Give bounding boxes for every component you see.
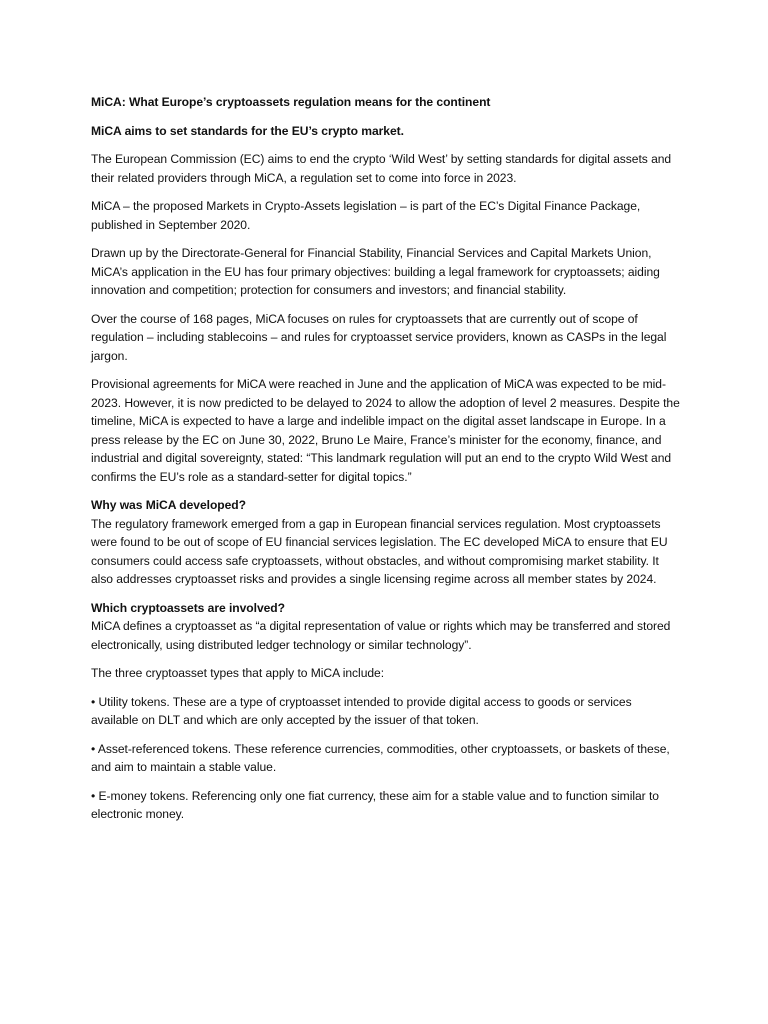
list-item-asset-referenced-tokens: • Asset-referenced tokens. These reference currencies, commodities, other cryptoassets, or baskets of these, and aim to maintain a stable value. <box>91 741 670 774</box>
paragraph-digital-finance-package: MiCA – the proposed Markets in Crypto-Assets legislation – is part of the EC’s Digital Finance Package, published in September 2020. <box>91 199 641 232</box>
document-title: MiCA: What Europe’s cryptoassets regulation means for the continent <box>91 95 491 109</box>
list-item-e-money-tokens: • E-money tokens. Referencing only one fiat currency, these aim for a stable value and to function similar to electronic money. <box>91 788 659 821</box>
paragraph-intro: The European Commission (EC) aims to end the crypto ‘Wild West’ by setting standards for digital assets and their related providers through MiCA, a regulation set to come into force in 2023. <box>91 152 672 185</box>
list-intro: The three cryptoasset types that apply to MiCA include: <box>91 666 385 680</box>
list-item-utility-tokens: • Utility tokens. These are a type of cryptoasset intended to provide digital access to goods or services available on DLT and which are only accepted by the issuer of that token. <box>91 694 632 727</box>
paragraph-objectives: Drawn up by the Directorate-General for Financial Stability, Financial Services and Capital Markets Union, MiCA’s application in the EU has four primary objectives: building a legal framework for cryptoassets; aiding innovation and competition; protection for consumers and investors; and financial stability. <box>91 246 660 297</box>
document-subtitle: MiCA aims to set standards for the EU’s crypto market. <box>91 123 404 138</box>
document-page <box>91 93 681 834</box>
section-body-which-cryptoassets: MiCA defines a cryptoasset as “a digital representation of value or rights which may be transferred and stored electronically, using distributed ledger technology or similar technology”. <box>91 619 671 652</box>
section-heading-why-developed: Why was MiCA developed? <box>91 498 246 512</box>
section-body-why-developed: The regulatory framework emerged from a gap in European financial services regulation. Most cryptoassets were found to be out of scope of EU financial services legislation. The EC developed MiCA to ensure that EU consumers could access safe cryptoassets, without obstacles, and without compromising market stability. It also addresses cryptoasset risks and provides a single licensing regime across all member states by 2024. <box>91 516 668 586</box>
paragraph-scope: Over the course of 168 pages, MiCA focuses on rules for cryptoassets that are currently out of scope of regulation – including stablecoins – and rules for cryptoasset service providers, known as CASPs in the legal jargon. <box>91 311 667 363</box>
paragraph-timeline: Provisional agreements for MiCA were reached in June and the application of MiCA was expected to be mid-2023. However, it is now predicted to be delayed to 2024 to allow the adoption of level 2 measures. Despite the timeline, MiCA is expected to have a large and indelible impact on the digital asset landscape in Europe. In a press release by the EC on June 30, 2022, Bruno Le Maire, France’s minister for the economy, finance, and industrial and digital sovereignty, stated: “This landmark regulation will put an end to the crypto Wild West and confirms the EU’s role as a standard-setter for digital topics.” <box>91 377 680 484</box>
section-heading-which-cryptoassets: Which cryptoassets are involved? <box>91 600 285 615</box>
